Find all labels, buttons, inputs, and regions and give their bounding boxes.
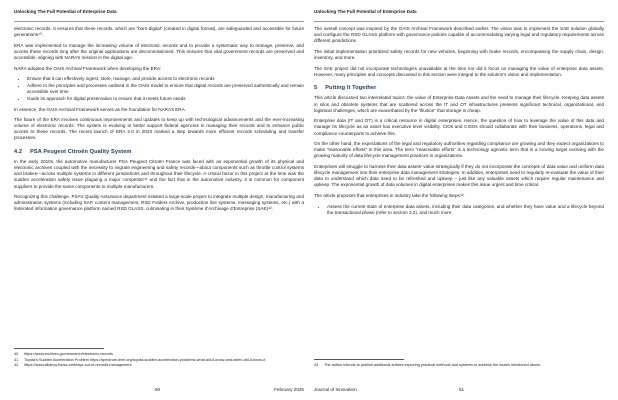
page-footer — [14, 387, 304, 392]
footnote-mark: 42 — [14, 363, 19, 368]
footnote — [14, 352, 304, 357]
paragraph: This article discussed two interrelated topics: the value of Enterprise Data Assets and the need to manage their lifecycle. Keeping data assets in silos and obsolete systems that are scattered across the IT and OT infrastructures presents significant technical, organizational, and logistical challenges, which are exacerbated by the “illusion” that storage is cheap. — [314, 95, 604, 113]
section-title: Putting It Together — [325, 84, 377, 91]
paragraph: The SAE project did not incorporate technologies unavailable at the time nor did it focus on managing the value of enterprise data assets. However, many principles and concepts discussed in this section were integral to the solution’s vision and implementation. — [314, 65, 604, 77]
paragraph: On the other hand, the expectations of the legal and regulatory authorities regarding compliance are growing and they expect organizations to make “reasonable efforts” in this area. The term “reasonable efforts” is a technology agnostic term that is a moving target evolving with the growing maturity of data lifecycle management practices in organizations. — [314, 141, 604, 159]
journal-name: Journal of Innovation — [314, 387, 357, 392]
paragraph: In the early 2010s, the automotive manufacturer PSA Peugeot Citroën France was faced with an exponential growth of its physical and electronic archives coupled with the necessity to migrate engineering and safety records—about components such as throttle control systems and brakes—across multiple systems in different jurisdictions and throughout their lifecycle. A critical factor in this project at the time was the sudden acceleration safety issue plaguing a major competitor⁴¹ and the fact that in the automotive industry, it is common for component suppliers to provide the same components to multiple manufacturers. — [14, 159, 304, 189]
list-item: • Assess the current state of enterprise data assets, including their data categories, and whether they have value and a lifecycle beyond the transactional phase (refer to section 3.2), and much more. — [327, 204, 604, 216]
paragraph: ERA was implemented to manage the increasing volume of electronic records and to provide a systematic way to manage, preserve, and access these records long after the original applications are decommissioned. This ensures that vital government records are preserved and accessible, aligning with NARA’s mission in the digital age. — [14, 42, 304, 60]
list-item: • Ensure that it can effectively ingest, store, manage, and provide access to electronic records — [27, 76, 304, 82]
running-header: Unlocking The Full Potential of Enterprise Data — [314, 0, 604, 22]
footer-date: February 2025 — [274, 387, 304, 392]
footnote-rule — [14, 348, 104, 349]
paragraph: NARA adopted the OAIS Archival Framework when developing the ERA: — [14, 65, 162, 71]
section-title: PSA Peugeot Citroën Quality System — [30, 148, 132, 155]
paragraph: The initial implementation prioritized safety records for new vehicles, beginning with brake records, encompassing the supply chain, design, inventory, and more. — [314, 48, 604, 60]
footnote-text[interactable]: Toyota’s Sudden Acceleration Problem https://spectrum.ieee.org/toyota-sudden-acceleration-problems-what-did-it-know-and-when-did-it-know-it — [24, 357, 266, 362]
footnote-mark: 43 — [314, 363, 319, 367]
page-number: 51 — [459, 387, 465, 392]
paragraph: Enterprises will struggle to harness their data assets’ value strategically if they do not incorporate the concepts of data value and uniform data lifecycle management into their enterprise data management strategies. In addition, enterprises need to regularly re-evaluate the value of their data to understand which data need to be refreshed and upkeep – just like any valuable assets which require regular maintenance and upkeep. The exponential growth of data volumes in digital enterprises makes this issue urgent and time critical. — [314, 164, 604, 188]
footnote — [314, 363, 604, 368]
paragraph: electronic records. It ensures that these records, which are “born-digital” (created in digital format), are safeguarded and accessible for future generations⁴⁰. — [14, 26, 304, 38]
footnotes — [314, 359, 604, 369]
footnote-text: The author intends to publish additional articles exploring practical methods and systems to address the issues mentioned above. — [324, 363, 542, 367]
running-header: Unlocking The Full Potential of Enterprise Data — [14, 0, 304, 22]
section-number: 4.2 — [14, 148, 23, 155]
list-item: • Guide its approach for digital preservation to ensure that it meets future needs — [27, 96, 304, 102]
list-item: • Adhere to the principles and processes outlined in the OAIS model to ensure that digital records are preserved authentically and remain accessible over time — [27, 83, 304, 95]
section-heading — [14, 149, 304, 155]
footnote-text[interactable]: https://www.archives.gov/research/electronic-records — [24, 352, 113, 356]
paragraph: The article proposes that enterprises in industry take the following steps⁴³: — [314, 193, 465, 199]
page-footer — [314, 387, 604, 392]
paragraph: Recognizing this challenge, PSA’s Quality Assurance department initiated a large-scale project to integrate multiple design, manufacturing and administration systems (including SAP, content management, RSD Folders Archive, production line systems, messaging systems, etc.) with a federated information governance platform named RSD GLASS, culminating in their Système d’Archivage d’Entreprise (SAE)⁴². — [14, 194, 304, 212]
right-page — [314, 0, 604, 400]
page-body — [314, 26, 604, 216]
section-heading — [314, 85, 604, 91]
footnote — [14, 363, 304, 368]
page-number: 50 — [155, 387, 161, 392]
paragraph: The overall concept was inspired by the OAIS Archival Framework described earlier. The vision was to implement the SAE solution globally and configure the RSD GLASS platform with governance policies capable of accommodating varying legal and regulatory requirements across different jurisdictions. — [314, 26, 604, 44]
bullet-list — [314, 204, 604, 216]
paragraph: The future of the ERA involves continuous improvements and updates to keep up with technological advancements and the ever-increasing volume of electronic records. The system is evolving to better support federal agencies in managing their records and to enhance public access to these records. The recent launch of ERA 2.0 in 2023 marked a step towards more efficient records scheduling and transfer processes. — [14, 117, 304, 141]
bullet-list — [14, 76, 304, 102]
paragraph: Enterprise data (IT and OT) is a critical resource in digital enterprises. Hence, the question of how to leverage the value of this data and manage its lifecycle as an asset has executive level visibility. CIOs and CISOs should collaborate with their business, operations, legal and compliance counterparts to achieve this. — [314, 118, 604, 136]
section-number: 5 — [314, 84, 318, 91]
paragraph: In essence, the OAIS Archival Framework serves as the foundation for NARA’s ERA. — [14, 106, 186, 112]
footnote-text[interactable]: https://www.alliancy.fr/psa-embraye-sur-le-records-management — [24, 363, 132, 368]
left-page — [14, 0, 304, 400]
page-body — [14, 26, 304, 213]
footnotes — [14, 348, 304, 369]
footnote-rule — [314, 359, 404, 360]
footnote — [14, 358, 304, 363]
footnote-mark: 40 — [14, 352, 19, 356]
footnote-mark: 41 — [14, 357, 19, 362]
